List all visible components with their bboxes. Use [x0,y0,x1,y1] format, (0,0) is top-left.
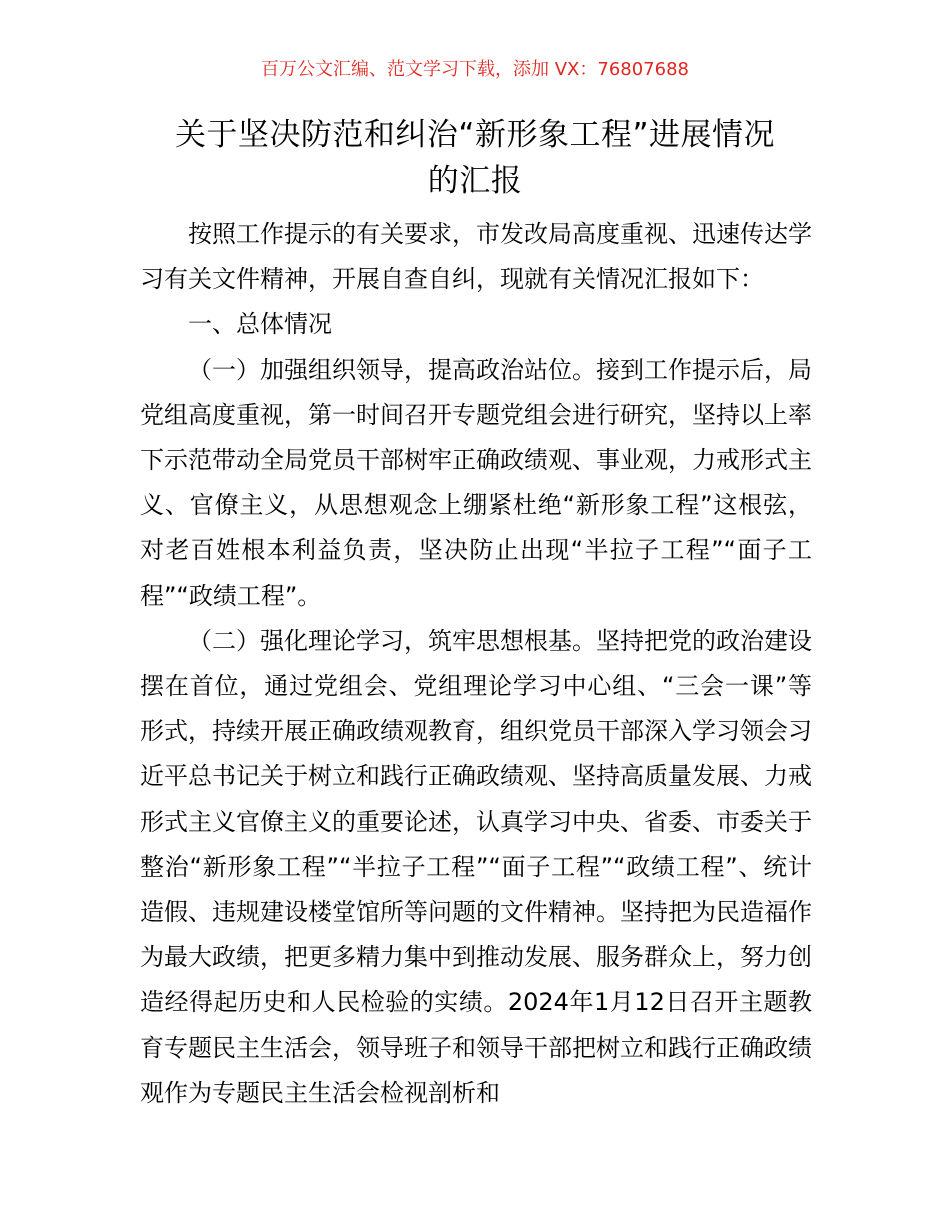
watermark-banner: 百万公文汇编、范文学习下载，添加 VX：76807688 [261,59,689,80]
document-body [140,212,812,1116]
section-heading: 一、总体情况 [188,310,332,339]
document-title [120,112,830,204]
intro-paragraph: 按照工作提示的有关要求，市发改局高度重视、迅速传达学习有关文件精神，开展自查自纠，现就有关情况汇报如下： [140,220,812,294]
body-paragraph: （二）强化理论学习，筑牢思想根基。坚持把党的政治建设摆在首位，通过党组会、党组理论学习中心组、“三会一课”等形式，持续开展正确政绩观教育，组织党员干部深入学习领会习近平总书记关于树立和践行正确政绩观、坚持高质量发展、力戒形式主义官僚主义的重要论述，认真学习中央、省委、市委关于整治“新形象工程”“半拉子工程”“面子工程”“政绩工程”、统计造假、违规建设楼堂馆所等问题的文件精神。坚持把为民造福作为最大政绩，把更多精力集中到推动发展、服务群众上，努力创造经得起历史和人民检验的实绩。2024年1月12日召开主题教育专题民主生活会，领导班子和领导干部把树立和践行正确政绩观作为专题民主生活会检视剖析和 [140,626,812,1107]
title-line-2: 的汇报 [427,163,523,199]
title-line-1: 关于坚决防范和纠治“新形象工程”进展情况 [174,117,776,153]
body-paragraph: （一）加强组织领导，提高政治站位。接到工作提示后，局党组高度重视，第一时间召开专题党组会进行研究，坚持以上率下示范带动全局党员干部树牢正确政绩观、事业观，力戒形式主义、官僚主义，从思想观念上绷紧杜绝“新形象工程”这根弦，对老百姓根本利益负责，坚决防止出现“半拉子工程”“面子工程”“政绩工程”。 [140,355,812,610]
